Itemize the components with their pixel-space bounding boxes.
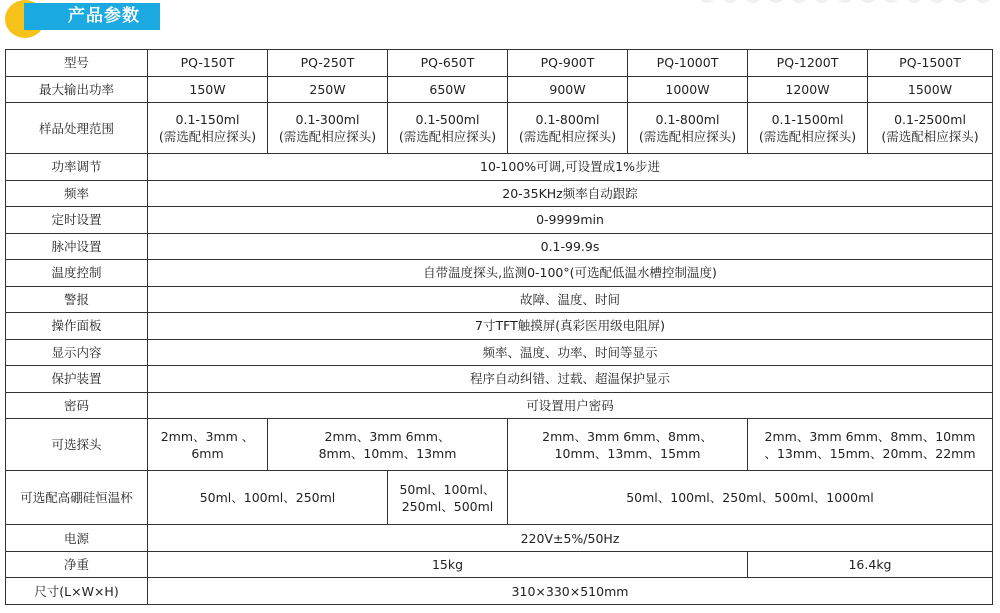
model-cell: PQ-900T	[508, 50, 628, 77]
value-cell: 1200W	[748, 76, 868, 103]
top-dot-decoration	[700, 0, 990, 3]
table-row-probes	[6, 419, 993, 471]
row-label: 警报	[6, 286, 148, 313]
value-cell: 2mm、3mm 6mm、 8mm、10mm、13mm	[268, 419, 508, 471]
value-cell: 250W	[268, 76, 388, 103]
table-row-dimensions	[6, 578, 993, 605]
row-label: 净重	[6, 551, 148, 578]
spec-table	[5, 49, 993, 605]
row-label: 脉冲设置	[6, 233, 148, 260]
row-label: 型号	[6, 50, 148, 77]
value-cell: 20-35KHz频率自动跟踪	[148, 180, 993, 207]
table-row-protection	[6, 366, 993, 393]
value-cell: 1000W	[628, 76, 748, 103]
value-cell: 2mm、3mm 6mm、8mm、10mm 、13mm、15mm、20mm、22mm	[748, 419, 993, 471]
row-label: 频率	[6, 180, 148, 207]
model-cell: PQ-150T	[148, 50, 268, 77]
value-cell: 2mm、3mm 、 6mm	[148, 419, 268, 471]
value-cell: 150W	[148, 76, 268, 103]
table-row-password	[6, 392, 993, 419]
value-cell: 0-9999min	[148, 207, 993, 234]
row-label: 尺寸(L×W×H)	[6, 578, 148, 605]
model-cell: PQ-250T	[268, 50, 388, 77]
row-label: 操作面板	[6, 313, 148, 340]
value-cell: 0.1-800ml (需选配相应探头)	[628, 103, 748, 154]
section-title: 产品参数	[68, 6, 140, 26]
header-banner	[24, 3, 160, 30]
value-cell: 频率、温度、功率、时间等显示	[148, 339, 993, 366]
table-row-pulse	[6, 233, 993, 260]
value-cell: 10-100%可调,可设置成1%步进	[148, 154, 993, 181]
table-row-sample-range	[6, 103, 993, 154]
value-cell: 310×330×510mm	[148, 578, 993, 605]
table-row-temperature	[6, 260, 993, 287]
row-label: 电源	[6, 525, 148, 552]
row-label: 最大输出功率	[6, 76, 148, 103]
value-cell: 0.1-99.9s	[148, 233, 993, 260]
table-row-display	[6, 339, 993, 366]
section-header	[0, 0, 1000, 36]
value-cell: 220V±5%/50Hz	[148, 525, 993, 552]
value-cell: 程序自动纠错、过载、超温保护显示	[148, 366, 993, 393]
value-cell: 50ml、100ml、250ml	[148, 471, 388, 525]
model-cell: PQ-1200T	[748, 50, 868, 77]
row-label: 可选探头	[6, 419, 148, 471]
value-cell: 故障、温度、时间	[148, 286, 993, 313]
table-row-frequency	[6, 180, 993, 207]
table-row-alarm	[6, 286, 993, 313]
row-label: 功率调节	[6, 154, 148, 181]
model-cell: PQ-1500T	[868, 50, 993, 77]
value-cell: 900W	[508, 76, 628, 103]
table-row-cups	[6, 471, 993, 525]
row-label: 可选配高硼硅恒温杯	[6, 471, 148, 525]
row-label: 密码	[6, 392, 148, 419]
model-cell: PQ-1000T	[628, 50, 748, 77]
row-label: 保护装置	[6, 366, 148, 393]
value-cell: 0.1-2500ml (需选配相应探头)	[868, 103, 993, 154]
value-cell: 可设置用户密码	[148, 392, 993, 419]
table-row-model	[6, 50, 993, 77]
table-row-power-adjust	[6, 154, 993, 181]
value-cell: 0.1-500ml (需选配相应探头)	[388, 103, 508, 154]
row-label: 显示内容	[6, 339, 148, 366]
value-cell: 15kg	[148, 551, 748, 578]
value-cell: 2mm、3mm 6mm、8mm、 10mm、13mm、15mm	[508, 419, 748, 471]
table-row-power-supply	[6, 525, 993, 552]
value-cell: 0.1-300ml (需选配相应探头)	[268, 103, 388, 154]
table-row-net-weight	[6, 551, 993, 578]
row-label: 温度控制	[6, 260, 148, 287]
value-cell: 16.4kg	[748, 551, 993, 578]
row-label: 定时设置	[6, 207, 148, 234]
value-cell: 50ml、100ml、 250ml、500ml	[388, 471, 508, 525]
table-row-panel	[6, 313, 993, 340]
value-cell: 650W	[388, 76, 508, 103]
value-cell: 自带温度探头,监测0-100°(可选配低温水槽控制温度)	[148, 260, 993, 287]
value-cell: 0.1-800ml (需选配相应探头)	[508, 103, 628, 154]
row-label: 样品处理范围	[6, 103, 148, 154]
table-row-timer	[6, 207, 993, 234]
value-cell: 50ml、100ml、250ml、500ml、1000ml	[508, 471, 993, 525]
value-cell: 7寸TFT触摸屏(真彩医用级电阻屏)	[148, 313, 993, 340]
model-cell: PQ-650T	[388, 50, 508, 77]
value-cell: 0.1-1500ml (需选配相应探头)	[748, 103, 868, 154]
table-row-max-power	[6, 76, 993, 103]
value-cell: 1500W	[868, 76, 993, 103]
value-cell: 0.1-150ml (需选配相应探头)	[148, 103, 268, 154]
